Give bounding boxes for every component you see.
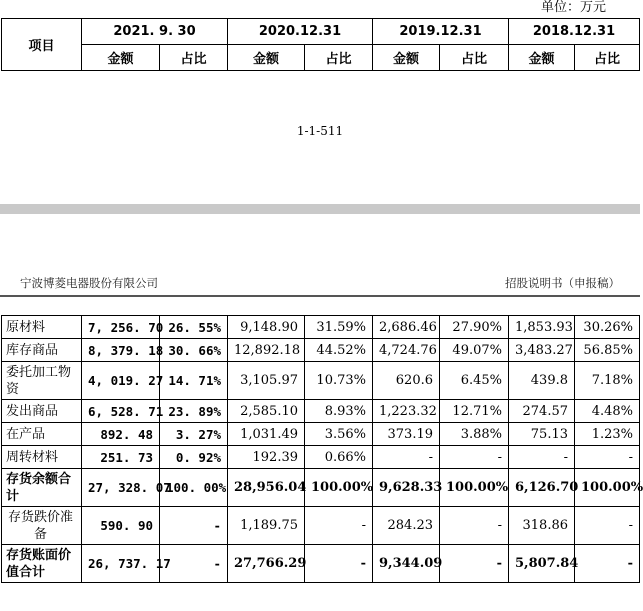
- header-ratio: 占比: [305, 45, 373, 71]
- table-row: [2, 446, 640, 469]
- amount-cell: 6,126.70: [509, 469, 575, 507]
- ratio-cell: 26. 55%: [160, 316, 228, 339]
- amount-cell: 4,724.76: [373, 339, 440, 362]
- ratio-cell: -: [575, 446, 640, 469]
- row-label: 发出商品: [2, 400, 82, 423]
- row-label: 库存商品: [2, 339, 82, 362]
- ratio-cell: 100.00%: [575, 469, 640, 507]
- amount-cell: 9,344.09: [373, 545, 440, 583]
- amount-cell: 12,892.18: [228, 339, 305, 362]
- header-period-2018: 2018.12.31: [509, 19, 640, 45]
- row-label: 存货余额合计: [2, 469, 82, 507]
- header-ratio: 占比: [440, 45, 509, 71]
- ratio-cell: 12.71%: [440, 400, 509, 423]
- amount-cell: 318.86: [509, 507, 575, 545]
- amount-cell: 28,956.04: [228, 469, 305, 507]
- ratio-cell: -: [575, 545, 640, 583]
- amount-cell: 3,105.97: [228, 362, 305, 400]
- ratio-cell: 44.52%: [305, 339, 373, 362]
- amount-cell: 75.13: [509, 423, 575, 446]
- table-row: [2, 362, 640, 400]
- table-row: [2, 507, 640, 545]
- ratio-cell: 100.00%: [305, 469, 373, 507]
- ratio-cell: 1.23%: [575, 423, 640, 446]
- document-type: 招股说明书（申报稿）: [505, 276, 620, 290]
- table-row: [2, 316, 640, 339]
- header-item: 项目: [2, 19, 82, 71]
- ratio-cell: -: [575, 507, 640, 545]
- ratio-cell: 14. 71%: [160, 362, 228, 400]
- amount-cell: 439.8: [509, 362, 575, 400]
- row-label: 存货账面价值合计: [2, 545, 82, 583]
- amount-cell: 2,686.46: [373, 316, 440, 339]
- amount-cell: 27, 328. 07: [82, 469, 160, 507]
- amount-cell: 1,189.75: [228, 507, 305, 545]
- header-period-2020: 2020.12.31: [228, 19, 373, 45]
- amount-cell: -: [509, 446, 575, 469]
- amount-cell: 284.23: [373, 507, 440, 545]
- table-row: [2, 400, 640, 423]
- header-amount: 金额: [373, 45, 440, 71]
- amount-cell: 274.57: [509, 400, 575, 423]
- header-rule: [0, 295, 640, 297]
- ratio-cell: -: [440, 545, 509, 583]
- amount-cell: 4, 019. 27: [82, 362, 160, 400]
- unit-label: 单位：万元: [540, 0, 606, 15]
- running-header: [20, 275, 620, 291]
- header-amount: 金额: [228, 45, 305, 71]
- header-period-2019: 2019.12.31: [373, 19, 509, 45]
- ratio-cell: 3.88%: [440, 423, 509, 446]
- table-row: [2, 469, 640, 507]
- ratio-cell: -: [160, 545, 228, 583]
- ratio-cell: -: [160, 507, 228, 545]
- amount-cell: -: [373, 446, 440, 469]
- ratio-cell: 0. 92%: [160, 446, 228, 469]
- ratio-cell: 100.00%: [440, 469, 509, 507]
- row-label: 委托加工物资: [2, 362, 82, 400]
- ratio-cell: 3.56%: [305, 423, 373, 446]
- table-row: [2, 545, 640, 583]
- ratio-cell: 23. 89%: [160, 400, 228, 423]
- ratio-cell: 100. 00%: [160, 469, 228, 507]
- ratio-cell: 3. 27%: [160, 423, 228, 446]
- ratio-cell: 56.85%: [575, 339, 640, 362]
- row-label: 在产品: [2, 423, 82, 446]
- ratio-cell: 4.48%: [575, 400, 640, 423]
- header-ratio: 占比: [160, 45, 228, 71]
- amount-cell: 892. 48: [82, 423, 160, 446]
- table-row: [2, 339, 640, 362]
- header-ratio: 占比: [575, 45, 640, 71]
- amount-cell: 1,031.49: [228, 423, 305, 446]
- amount-cell: 9,148.90: [228, 316, 305, 339]
- page-number: 1-1-511: [296, 124, 344, 138]
- amount-cell: 192.39: [228, 446, 305, 469]
- amount-cell: 7, 256. 70: [82, 316, 160, 339]
- header-period-2021: 2021. 9. 30: [82, 19, 228, 45]
- ratio-cell: 7.18%: [575, 362, 640, 400]
- amount-cell: 3,483.27: [509, 339, 575, 362]
- amount-cell: 620.6: [373, 362, 440, 400]
- inventory-table: [1, 315, 643, 583]
- amount-cell: 6, 528. 71: [82, 400, 160, 423]
- ratio-cell: 30. 66%: [160, 339, 228, 362]
- amount-cell: 9,628.33: [373, 469, 440, 507]
- ratio-cell: 31.59%: [305, 316, 373, 339]
- amount-cell: 590. 90: [82, 507, 160, 545]
- amount-cell: 251. 73: [82, 446, 160, 469]
- ratio-cell: 49.07%: [440, 339, 509, 362]
- ratio-cell: 27.90%: [440, 316, 509, 339]
- row-label: 周转材料: [2, 446, 82, 469]
- ratio-cell: -: [440, 446, 509, 469]
- header-amount: 金额: [509, 45, 575, 71]
- ratio-cell: -: [440, 507, 509, 545]
- table-header: [1, 18, 640, 71]
- ratio-cell: -: [305, 507, 373, 545]
- amount-cell: 1,223.32: [373, 400, 440, 423]
- ratio-cell: -: [305, 545, 373, 583]
- amount-cell: 8, 379. 18: [82, 339, 160, 362]
- page-break: [0, 204, 640, 214]
- ratio-cell: 30.26%: [575, 316, 640, 339]
- amount-cell: 26, 737. 17: [82, 545, 160, 583]
- ratio-cell: 10.73%: [305, 362, 373, 400]
- row-label: 原材料: [2, 316, 82, 339]
- header-amount: 金额: [82, 45, 160, 71]
- ratio-cell: 8.93%: [305, 400, 373, 423]
- company-name: 宁波博菱电器股份有限公司: [20, 276, 158, 290]
- ratio-cell: 6.45%: [440, 362, 509, 400]
- amount-cell: 2,585.10: [228, 400, 305, 423]
- amount-cell: 373.19: [373, 423, 440, 446]
- amount-cell: 27,766.29: [228, 545, 305, 583]
- row-label: 存货跌价准备: [2, 507, 82, 545]
- ratio-cell: 0.66%: [305, 446, 373, 469]
- amount-cell: 5,807.84: [509, 545, 575, 583]
- amount-cell: 1,853.93: [509, 316, 575, 339]
- table-row: [2, 423, 640, 446]
